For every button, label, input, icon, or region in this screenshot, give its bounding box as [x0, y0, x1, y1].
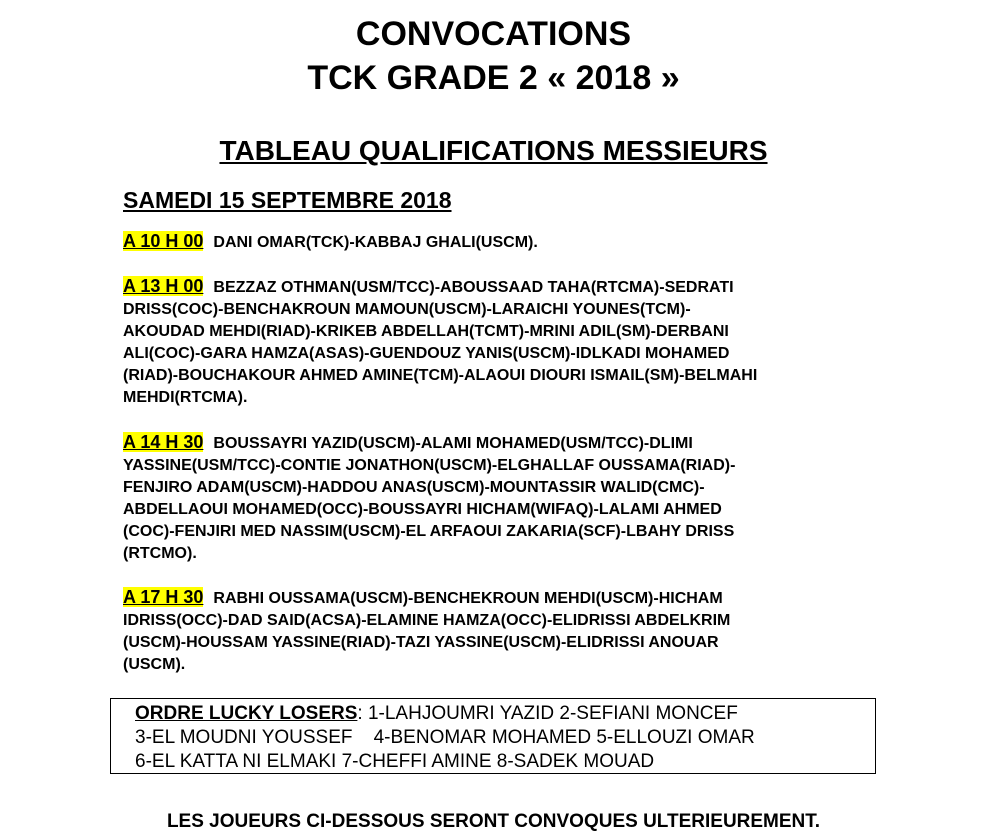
label-colon: : [357, 703, 368, 724]
lucky-losers-box [110, 698, 876, 774]
session-block [123, 431, 863, 565]
session-line [123, 230, 863, 254]
session-block [123, 586, 863, 676]
session-time: A 14 H 30 [123, 432, 204, 452]
player-list: YASSINE(USM/TCC)-CONTIE JONATHON(USCM)-ELGHALLAF OUSSAMA(RIAD)- [123, 457, 736, 474]
player-list: AKOUDAD MEHDI(RIAD)-KRIKEB ABDELLAH(TCMT)-MRINI ADIL(SM)-DERBANI [123, 323, 729, 340]
player-list: MEHDI(RTCMA). [123, 389, 248, 406]
lucky-losers-line [135, 702, 755, 726]
player-list: (COC)-FENJIRI MED NASSIM(USCM)-EL ARFAOUI ZAKARIA(SCF)-LBAHY DRISS [123, 523, 735, 540]
lucky-losers-list: 1-LAHJOUMRI YAZID 2-SEFIANI MONCEF [367, 703, 738, 724]
session-time: A 13 H 00 [123, 276, 204, 296]
session-time: A 10 H 00 [123, 231, 204, 251]
player-list: DANI OMAR(TCK)-KABBAJ GHALI(USCM). [213, 234, 538, 251]
lucky-losers-list: 3-EL MOUDNI YOUSSEF 4-BENOMAR MOHAMED 5-ELLOUZI OMAR [135, 727, 755, 748]
session-block [123, 275, 863, 409]
lucky-losers-list: 6-EL KATTA NI ELMAKI 7-CHEFFI AMINE 8-SADEK MOUAD [135, 751, 655, 772]
player-list: FENJIRO ADAM(USCM)-HADDOU ANAS(USCM)-MOUNTASSIR WALID(CMC)- [123, 479, 705, 496]
lucky-losers-label: ORDRE LUCKY LOSERS [135, 703, 358, 724]
session-block [123, 230, 863, 254]
schedule-date: SAMEDI 15 SEPTEMBRE 2018 [123, 187, 452, 213]
player-list: (RIAD)-BOUCHAKOUR AHMED AMINE(TCM)-ALAOUI DIOURI ISMAIL(SM)-BELMAHI [123, 367, 758, 384]
session-line [123, 586, 863, 610]
footer-note: LES JOUEURS CI-DESSOUS SERONT CONVOQUES ULTERIEUREMENT. [166, 811, 821, 832]
session-line [123, 275, 863, 299]
session-line [123, 431, 863, 455]
document-title: CONVOCATIONS [355, 15, 632, 53]
player-list: BOUSSAYRI YAZID(USCM)-ALAMI MOHAMED(USM/TCC)-DLIMI [213, 435, 693, 452]
player-list: DRISS(COC)-BENCHAKROUN MAMOUN(USCM)-LARAICHI YOUNES(TCM)- [123, 301, 691, 318]
draw-subtitle: TABLEAU QUALIFICATIONS MESSIEURS [219, 135, 768, 166]
lucky-losers-text [135, 702, 755, 774]
document-title-event: TCK GRADE 2 « 2018 » [307, 59, 680, 97]
player-list: (USCM)-HOUSSAM YASSINE(RIAD)-TAZI YASSINE(USCM)-ELIDRISSI ANOUAR [123, 634, 719, 651]
player-list: (USCM). [123, 656, 186, 673]
session-time: A 17 H 30 [123, 587, 204, 607]
player-list: ALI(COC)-GARA HAMZA(ASAS)-GUENDOUZ YANIS(USCM)-IDLKADI MOHAMED [123, 345, 730, 362]
player-list: RABHI OUSSAMA(USCM)-BENCHEKROUN MEHDI(USCM)-HICHAM [213, 590, 723, 607]
player-list: BEZZAZ OTHMAN(USM/TCC)-ABOUSSAAD TAHA(RTCMA)-SEDRATI [213, 279, 734, 296]
player-list: ABDELLAOUI MOHAMED(OCC)-BOUSSAYRI HICHAM(WIFAQ)-LALAMI AHMED [123, 501, 722, 518]
player-list: (RTCMO). [123, 545, 197, 562]
player-list: IDRISS(OCC)-DAD SAID(ACSA)-ELAMINE HAMZA(OCC)-ELIDRISSI ABDELKRIM [123, 612, 731, 629]
